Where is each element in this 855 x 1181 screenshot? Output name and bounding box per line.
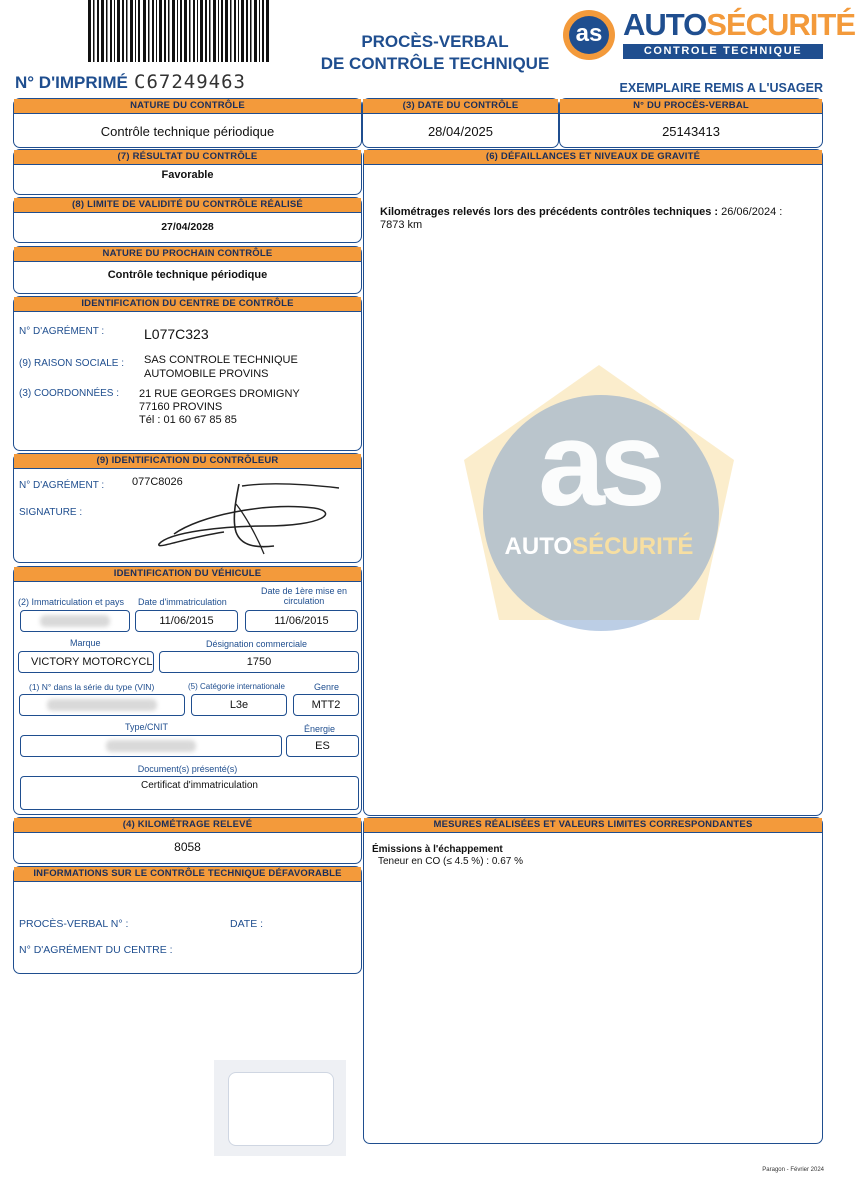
controleur-header: (9) IDENTIFICATION DU CONTRÔLEUR — [14, 454, 361, 469]
limite-validite-value: 27/04/2028 — [161, 221, 214, 233]
centre-agrement-value: L077C323 — [144, 326, 209, 342]
centre-coord-line1: 21 RUE GEORGES DROMIGNY — [139, 388, 300, 400]
numero-pv-header: N° DU PROCÈS-VERBAL — [560, 99, 822, 114]
autosecurite-logo — [563, 7, 855, 64]
centre-raison-label: (9) RAISON SOCIALE : — [19, 358, 125, 369]
marque-label: Marque — [70, 638, 101, 648]
documents-field — [20, 776, 359, 810]
mesures-header: MESURES RÉALISÉES ET VALEURS LIMITES CORRESPONDANTES — [364, 818, 822, 833]
defaillances-km-text — [380, 206, 800, 232]
vin-field — [19, 694, 185, 716]
watermark-as: as — [538, 397, 660, 531]
type-label: Type/CNIT — [125, 722, 169, 732]
prochain-controle-value: Contrôle technique périodique — [107, 269, 268, 281]
resultat-value: Favorable — [161, 169, 214, 181]
logo-as-text: as — [569, 16, 609, 54]
defaillances-box — [363, 149, 823, 816]
numero-pv-box — [559, 98, 823, 148]
kilometrage-header: (4) KILOMÉTRAGE RELEVÉ — [14, 818, 361, 833]
imprime-number: C67249463 — [134, 71, 246, 93]
centre-raison-line1: SAS CONTROLE TECHNIQUE — [144, 354, 298, 366]
barcode — [88, 0, 270, 62]
resultat-box — [13, 149, 362, 195]
printer-footer: Paragon - Février 2024 — [762, 1167, 824, 1173]
brand-auto: AUTO — [623, 7, 707, 42]
designation-label: Désignation commerciale — [206, 639, 308, 649]
watermark-auto: AUTO — [504, 533, 573, 560]
immat-field — [20, 610, 130, 632]
controleur-agrement-label: N° D'AGRÉMENT : — [19, 480, 105, 491]
brand-securite: SÉCURITÉ — [706, 7, 855, 42]
kilometrage-box — [13, 817, 362, 864]
controleur-signature-label: SIGNATURE : — [19, 507, 83, 518]
mesures-box — [363, 817, 823, 1144]
categorie-label: (5) Catégorie internationale — [188, 682, 285, 691]
vehicule-box — [13, 566, 362, 815]
date-immat-field: 11/06/2015 — [135, 610, 238, 632]
centre-box — [13, 296, 362, 451]
type-field — [20, 735, 282, 757]
date-immat-label: Date d'immatriculation — [138, 597, 227, 607]
defavorable-pv-label: PROCÈS-VERBAL N° : — [19, 918, 129, 930]
mesures-line: Teneur en CO (≤ 4.5 %) : 0.67 % — [378, 856, 523, 867]
defaillances-header: (6) DÉFAILLANCES ET NIVEAUX DE GRAVITÉ — [364, 150, 822, 165]
prochain-controle-header: NATURE DU PROCHAIN CONTRÔLE — [14, 247, 361, 262]
vehicule-header: IDENTIFICATION DU VÉHICULE — [14, 567, 361, 582]
marque-field: VICTORY MOTORCYCL — [18, 651, 154, 673]
centre-raison-line2: AUTOMOBILE PROVINS — [144, 368, 269, 380]
genre-label: Genre — [314, 682, 340, 692]
imprime-label: N° D'IMPRIMÉ — [15, 73, 128, 92]
documents-value: Certificat d'immatriculation — [141, 780, 258, 791]
defavorable-date-label: DATE : — [230, 918, 264, 930]
immat-label: (2) Immatriculation et pays — [18, 597, 125, 607]
bottom-stamp-area — [214, 1060, 346, 1156]
nature-controle-box — [13, 98, 362, 148]
energie-field: ES — [286, 735, 359, 757]
nature-controle-value: Contrôle technique périodique — [100, 124, 275, 139]
defavorable-box — [13, 866, 362, 974]
centre-coord-line2: 77160 PROVINS — [139, 401, 223, 413]
centre-coord-line3: Tél : 01 60 67 85 85 — [139, 414, 237, 426]
date-controle-value: 28/04/2025 — [427, 124, 494, 139]
centre-coord-label: (3) COORDONNÉES : — [19, 388, 120, 399]
date-mise-label: Date de 1ère mise en circulation — [260, 586, 348, 606]
watermark-securite: SÉCURITÉ — [572, 533, 694, 560]
resultat-header: (7) RÉSULTAT DU CONTRÔLE — [14, 150, 361, 165]
prochain-controle-box — [13, 246, 362, 294]
title-line-2: DE CONTRÔLE TECHNIQUE — [320, 54, 550, 73]
categorie-field: L3e — [191, 694, 287, 716]
title-line-1: PROCÈS-VERBAL — [361, 32, 509, 51]
designation-field: 1750 — [159, 651, 359, 673]
limite-validite-box — [13, 197, 362, 243]
defaillances-km-label: Kilométrages relevés lors des précédents contrôles techniques : — [380, 206, 719, 218]
defavorable-header: INFORMATIONS SUR LE CONTRÔLE TECHNIQUE DÉFAVORABLE — [14, 867, 361, 882]
date-mise-field: 11/06/2015 — [245, 610, 358, 632]
vin-label: (1) N° dans la série du type (VIN) — [29, 682, 155, 692]
limite-validite-header: (8) LIMITE DE VALIDITÉ DU CONTRÔLE RÉALISÉ — [14, 198, 361, 213]
exemplaire-label: EXEMPLAIRE REMIS A L'USAGER — [619, 81, 823, 95]
energie-label: Énergie — [304, 724, 336, 734]
controleur-agrement-value: 077C8026 — [132, 476, 183, 488]
centre-header: IDENTIFICATION DU CENTRE DE CONTRÔLE — [14, 297, 361, 312]
date-controle-box — [362, 98, 559, 148]
nature-controle-header: NATURE DU CONTRÔLE — [14, 99, 361, 114]
centre-agrement-label: N° D'AGRÉMENT : — [19, 326, 105, 337]
kilometrage-value: 8058 — [174, 840, 201, 854]
defaillances-km-value: 26/06/2024 : 7873 km — [380, 206, 783, 231]
brand-sub: CONTROLE TECHNIQUE — [623, 44, 823, 59]
document-title — [300, 31, 570, 75]
mesures-section: Émissions à l'échappement — [372, 844, 503, 855]
date-controle-header: (3) DATE DU CONTRÔLE — [363, 99, 558, 114]
defavorable-agrement-label: N° D'AGRÉMENT DU CENTRE : — [19, 944, 173, 956]
documents-label: Document(s) présenté(s) — [137, 764, 238, 774]
controleur-signature — [144, 474, 344, 559]
numero-pv-value: 25143413 — [662, 124, 720, 139]
genre-field: MTT2 — [293, 694, 359, 716]
controleur-box — [13, 453, 362, 563]
watermark-logo — [459, 365, 739, 645]
logo-as-badge — [563, 10, 615, 60]
